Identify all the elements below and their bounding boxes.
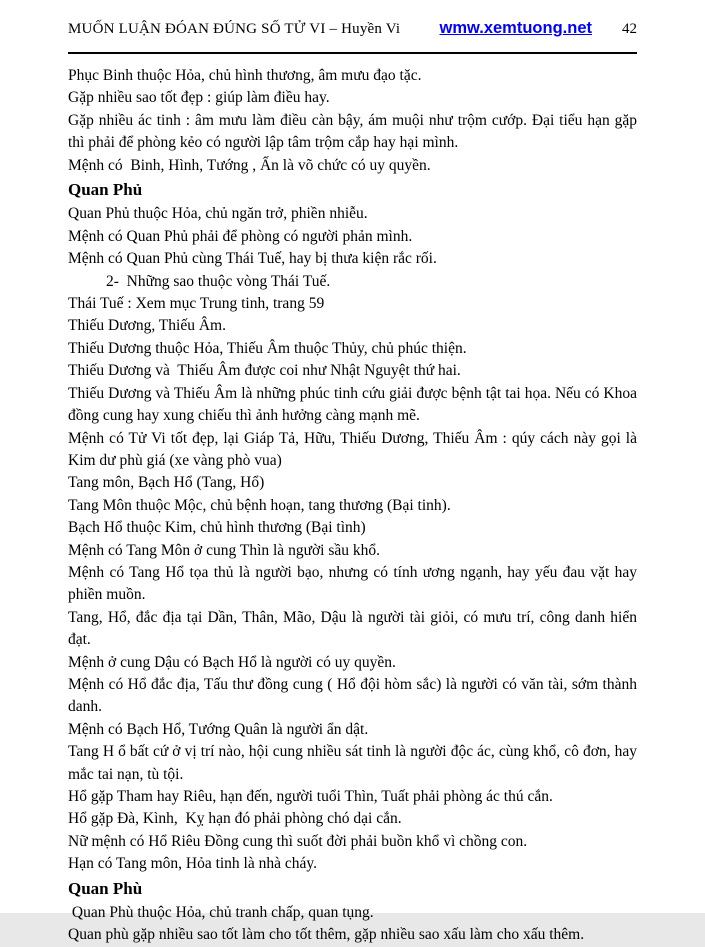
paragraph: Quan phù gặp nhiều sao tốt làm cho tốt thêm, gặp nhiều sao xấu làm cho xấu thêm. (68, 926, 585, 944)
document-title: MUỐN LUẬN ĐÓAN ĐÚNG SỐ TỬ VI – Huyền Vi (68, 21, 401, 37)
paragraph: Tang, Hổ, đắc địa tại Dần, Thân, Mão, Dậu là người tài giỏi, có mưu trí, công danh hiển đạt. (68, 608, 637, 649)
paragraph: Thiếu Dương và Thiếu Âm được coi như Nhật Nguyệt thứ hai. (68, 362, 461, 380)
paragraph: Quan Phủ thuộc Hỏa, chủ ngăn trở, phiền nhiễu. (68, 205, 368, 223)
paragraph: Phục Binh thuộc Hỏa, chủ hình thương, âm mưu đạo tặc. (68, 67, 422, 84)
paragraph: Mệnh có Bạch Hổ, Tướng Quân là người ẩn dật. (68, 720, 369, 738)
paragraph: Mệnh ở cung Dậu có Bạch Hổ là người có uy quyền. (68, 653, 396, 671)
paragraph: Tang môn, Bạch Hổ (Tang, Hổ) (68, 474, 265, 492)
paragraph: Hổ gặp Tham hay Riêu, hạn đến, người tuổi Thìn, Tuất phải phòng ác thú cắn. (68, 788, 553, 805)
paragraph: Mệnh có Binh, Hình, Tướng , Ấn là võ chức có uy quyền. (68, 156, 431, 174)
paragraph: Hổ gặp Đà, Kình, Kỵ hạn đó phải phòng chó dại cắn. (68, 810, 402, 828)
paragraph: Gặp nhiều sao tốt đẹp : giúp làm điều hay. (68, 89, 330, 107)
paragraph: Gặp nhiều ác tinh : âm mưu làm điều càn bậy, ám muội như trộm cướp. Đại tiểu hạn gặp thì phải để phòng kẻo có người lập tâm trộm cắp hay hại mình. (68, 111, 637, 152)
paragraph: Hạn có Tang môn, Hỏa tinh là nhà cháy. (68, 855, 317, 873)
paragraph: Mệnh có Tử Vi tốt đẹp, lại Giáp Tả, Hữu, Thiếu Dương, Thiếu Âm : qúy cách này gọi là Kim dư phù giá (xe vàng phò vua) (68, 429, 637, 469)
paragraph: Thiếu Dương thuộc Hỏa, Thiếu Âm thuộc Thủy, chủ phúc thiện. (68, 339, 467, 357)
section-heading: Quan Phủ (68, 180, 143, 200)
paragraph: Quan Phù thuộc Hỏa, chủ tranh chấp, quan tụng. (68, 904, 374, 922)
website-link[interactable]: wmw.xemtuong.net (439, 19, 592, 37)
paragraph: Tang Môn thuộc Mộc, chủ bệnh hoạn, tang thương (Bại tinh). (68, 496, 451, 514)
paragraph: Mệnh có Quan Phủ cùng Thái Tuế, hay bị thưa kiện rắc rối. (68, 250, 437, 268)
paragraph: Thiếu Dương và Thiếu Âm là những phúc tinh cứu giải được bệnh tật tai họa. Nếu có Khoa đồng cung hay xung chiếu thì ảnh hưởng càng mạnh mẽ. (68, 384, 637, 425)
paragraph: Mệnh có Tang Hổ tọa thủ là người bạo, nhưng có tính ương ngạnh, hay yếu đau vặt hay phiền muồn. (68, 563, 637, 604)
section-heading: Quan Phù (68, 878, 143, 898)
page-header (68, 19, 637, 38)
paragraph: Thiếu Dương, Thiếu Âm. (68, 317, 226, 335)
paragraph: Tang H ổ bất cứ ở vị trí nào, hội cung nhiều sát tinh là người độc ác, cùng khổ, cô đơn, hay mắc tai nạn, tù tội. (68, 743, 637, 783)
header-divider (68, 52, 637, 54)
content (68, 65, 637, 947)
paragraph: Mệnh có Quan Phủ phải để phòng có người phản mình. (68, 227, 413, 245)
paragraph: Mệnh có Tang Môn ở cung Thìn là người sầu khổ. (68, 541, 381, 559)
paragraph: Thái Tuế : Xem mục Trung tinh, trang 59 (68, 295, 325, 313)
paragraph: Nữ mệnh có Hổ Riêu Đồng cung thì suốt đời phải buồn khổ vì chồng con. (68, 832, 528, 850)
paragraph: Bạch Hổ thuộc Kim, chủ hình thương (Bại tình) (68, 519, 366, 537)
page-number: 42 (622, 21, 637, 37)
paragraph: Mệnh có Hổ đắc địa, Tấu thư đồng cung ( Hổ đội hòm sắc) là người có văn tài, sớm thành danh. (68, 675, 637, 716)
list-item: 2- Những sao thuộc vòng Thái Tuế. (106, 272, 331, 290)
